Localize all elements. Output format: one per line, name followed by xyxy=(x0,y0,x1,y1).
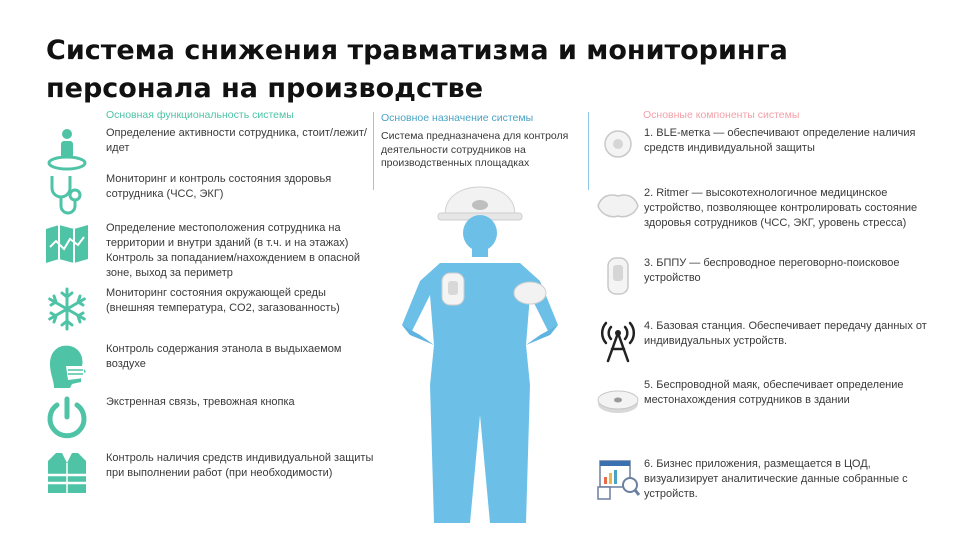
ble-tag-icon xyxy=(596,126,640,170)
functionality-heading: Основная функциональность системы xyxy=(106,109,294,121)
functionality-item-text: Мониторинг и контроль состояния здоровья сотрудника (ЧСС, ЭКГ) xyxy=(106,173,332,200)
purpose-heading: Основное назначение системы xyxy=(381,112,534,124)
functionality-item xyxy=(44,221,374,279)
safety-vest-icon xyxy=(44,451,90,497)
analytics-dashboard-icon xyxy=(596,457,640,501)
functionality-item-text: Контроль наличия средств индивидуальной защиты при выполнении работ (при необходимости) xyxy=(106,452,374,479)
page-title: Система снижения травматизма и мониторинга персонала на производстве xyxy=(46,35,788,104)
radio-device-icon xyxy=(596,256,640,300)
functionality-item xyxy=(44,451,374,501)
component-item xyxy=(596,186,946,236)
purpose-text: Система предназначена для контроля деятельности сотрудников на производственных площадках xyxy=(381,130,569,169)
functionality-item-text: Определение активности сотрудника, стоит/лежит/идет xyxy=(106,127,367,154)
functionality-item-text: Мониторинг состояния окружающей среды (внешняя температура, CO2, загазованность) xyxy=(106,287,340,314)
functionality-item-text: Контроль содержания этанола в выдыхаемом воздухе xyxy=(106,343,342,370)
purpose-divider-right xyxy=(588,112,589,190)
face-mask-icon xyxy=(44,342,90,388)
component-item-text: 2. Ritmer — высокотехнологичное медицинское устройство, позволяющее контролировать состояние здоровья сотрудников (ЧСС, ЭКГ, уровень стресса) xyxy=(644,187,918,229)
functionality-item xyxy=(44,172,374,222)
component-item-text: 1. BLE-метка — обеспечивают определение наличия средств индивидуальной защиты xyxy=(644,127,916,154)
functionality-item xyxy=(44,342,374,392)
map-icon xyxy=(44,221,90,267)
component-item-text: 3. БППУ — беспроводное переговорно-поисковое устройство xyxy=(644,257,900,284)
functionality-item xyxy=(44,395,374,445)
snowflake-icon xyxy=(44,286,90,332)
functionality-item xyxy=(44,126,374,176)
functionality-item-text: Определение местоположения сотрудника на территории и внутри зданий (в т.ч. и на этажах) Контроль за попаданием/нахождением в опасной зоне, выход за периметр xyxy=(106,222,361,279)
person-location-icon xyxy=(44,126,90,172)
power-icon xyxy=(44,395,90,441)
component-item-text: 6. Бизнес приложения, размещается в ЦОД, визуализирует аналитические данные собранные с устройств. xyxy=(644,458,908,500)
component-item xyxy=(596,126,946,176)
stethoscope-icon xyxy=(44,172,90,218)
component-item xyxy=(596,319,946,369)
antenna-tower-icon xyxy=(596,319,640,363)
worker-figure xyxy=(380,185,580,535)
component-item-text: 4. Базовая станция. Обеспечивает передачу данных от индивидуальных устройств. xyxy=(644,320,927,347)
component-item xyxy=(596,457,946,507)
component-item xyxy=(596,378,946,428)
component-item-text: 5. Беспроводной маяк, обеспечивает определение местонахождения сотрудников в здании xyxy=(644,379,904,406)
component-item xyxy=(596,256,946,306)
functionality-item-text: Экстренная связь, тревожная кнопка xyxy=(106,396,295,408)
ritmer-device-icon xyxy=(596,186,640,230)
components-heading: Основные компоненты системы xyxy=(643,109,800,121)
beacon-icon xyxy=(596,378,640,422)
functionality-item xyxy=(44,286,374,336)
